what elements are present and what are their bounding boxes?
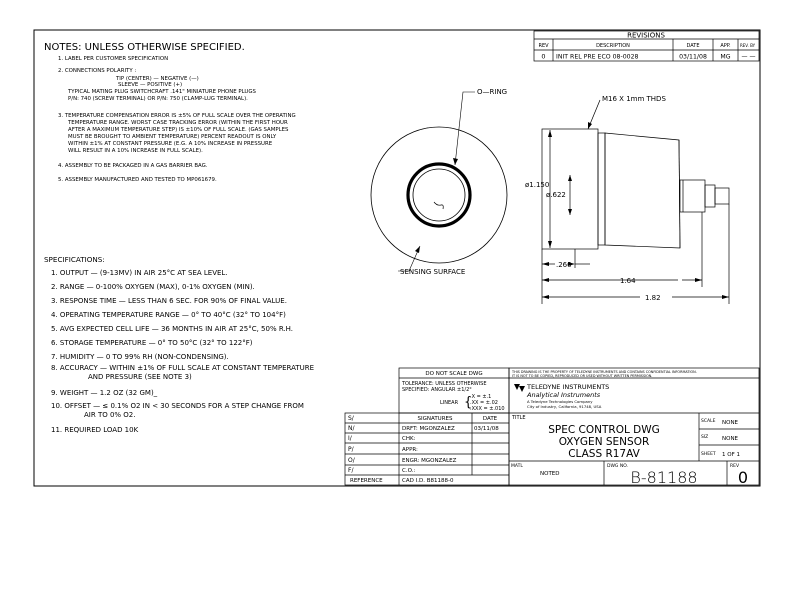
sheet-label: SHEET	[701, 452, 716, 457]
spec-line: 6. STORAGE TEMPERATURE — 0° TO 50°C (32° TO 122°F)	[51, 339, 253, 347]
title-label: TITLE	[512, 415, 526, 421]
scale-value: NONE	[722, 420, 739, 426]
ref-label-i: I/	[348, 435, 352, 442]
dimension-arrows	[542, 122, 729, 299]
drawing-title-2: OXYGEN SENSOR	[558, 436, 650, 448]
spec-line: 3. RESPONSE TIME — LESS THAN 6 SEC. FOR 90% OF FINAL VALUE.	[51, 297, 287, 305]
sensor-side-view	[542, 100, 729, 304]
rev-description: INIT REL PRE ECO 08-0028	[556, 53, 639, 61]
spec-line: AIR TO 0% O2.	[84, 411, 136, 419]
rev-block-value: 0	[737, 468, 749, 487]
drafter-date: 03/11/08	[474, 426, 499, 432]
o-ring-circle	[408, 164, 470, 226]
tolerance-line: TOLERANCE: UNLESS OTHERWISE	[402, 381, 487, 387]
note-line: 3. TEMPERATURE COMPENSATION ERROR IS ±5% OF FULL SCALE OVER THE OPERATING	[58, 113, 296, 119]
spec-line: 8. ACCURACY — WITHIN ±1% OF FULL SCALE AT CONSTANT TEMPERATURE	[51, 364, 315, 372]
company-division: Analytical Instruments	[527, 391, 601, 399]
spec-line: AND PRESSURE (SEE NOTE 3)	[88, 373, 192, 381]
checker: CHK:	[402, 436, 416, 442]
tolerance-xxx: .XXX = ±.010	[470, 406, 505, 412]
size-value: NONE	[722, 436, 739, 442]
tolerance-xx: .XX = ±.02	[470, 400, 498, 406]
property-notice: THIS DRAWING IS THE PROPERTY OF TELEDYNE INSTRUMENTS AND CONTAINS CONFIDENTIAL INFORMATION.	[512, 370, 697, 374]
ref-label-s: S/	[348, 415, 354, 422]
note-line: SLEEVE — POSITIVE (+)	[118, 82, 183, 88]
material-label: MATL	[511, 464, 523, 469]
notes-heading: NOTES: UNLESS OTHERWISE SPECIFIED.	[44, 42, 245, 53]
signatures-header: SIGNATURES	[417, 416, 453, 422]
note-line: AFTER A MAXIMUM TEMPERATURE STEP) IS ±10% OF FULL SCALE. (GAS SAMPLES	[68, 127, 289, 133]
ref-label-o: O/	[348, 457, 355, 464]
note-line: WILL RESULT IN A 10% INCREASE IN FULL SCALE).	[68, 148, 203, 154]
spec-line: 11. REQUIRED LOAD 10K	[51, 426, 139, 434]
dwg-no-label: DWG NO.	[607, 464, 628, 469]
dim-260-label: .260	[556, 261, 572, 269]
property-notice: IT IS NOT TO BE COPIED, REPRODUCED OR USED WITHOUT WRITTEN PERMISSION.	[512, 374, 653, 378]
material-value: NOTED	[540, 471, 560, 477]
spec-line: 2. RANGE — 0-100% OXYGEN (MAX), 0-1% OXYGEN (MIN).	[51, 283, 255, 291]
rev-header: REV	[538, 43, 549, 49]
app-header: APP.	[720, 43, 731, 49]
spec-line: 5. AVG EXPECTED CELL LIFE — 36 MONTHS IN AIR AT 25°C, 50% R.H.	[51, 325, 294, 333]
note-line: TIP (CENTER) — NEGATIVE (—)	[116, 76, 199, 82]
drafter: DRFT: MGONZALEZ	[402, 426, 455, 432]
o-ring-label: O—RING	[477, 88, 508, 96]
dim-164-label: 1.64	[620, 277, 636, 285]
sensing-surface-label: SENSING SURFACE	[400, 268, 466, 276]
sensing-surface-mark	[434, 202, 443, 209]
spec-line: 9. WEIGHT — 1.2 OZ (32 GM)_	[51, 389, 158, 397]
ref-label-n: N/	[348, 425, 355, 432]
spec-line: 4. OPERATING TEMPERATURE RANGE — 0° TO 40°C (32° TO 104°F)	[51, 311, 286, 319]
note-line: TEMPERATURE RANGE. WORST CASE TRACKING ERROR (WITHIN THE FIRST HOUR	[68, 120, 288, 126]
ref-label-p: P/	[348, 446, 354, 453]
dwg-number: B-81188	[630, 468, 698, 487]
specs-heading: SPECIFICATIONS:	[44, 255, 105, 264]
rev-by: — —	[741, 53, 756, 61]
reference-label: REFERENCE	[350, 478, 383, 484]
tolerance-brace: {	[464, 395, 473, 410]
note-line: 1. LABEL PER CUSTOMER SPECIFICATION	[58, 56, 169, 62]
spec-line: 7. HUMIDITY — 0 TO 99% RH (NON-CONDENSING).	[51, 353, 229, 361]
thread-label: M16 X 1mm THDS	[602, 95, 666, 103]
note-line: 4. ASSEMBLY TO BE PACKAGED IN A GAS BARRIER BAG.	[58, 163, 208, 169]
drawing-title-1: SPEC CONTROL DWG	[548, 424, 660, 436]
scale-label: SCALE	[701, 419, 716, 424]
teledyne-logo-icon	[514, 384, 525, 392]
notes-block	[44, 42, 296, 183]
rev-approver: MG	[720, 53, 731, 61]
do-not-scale-label: DO NOT SCALE DWG	[425, 371, 483, 377]
drawing-title-3: CLASS R17AV	[568, 448, 640, 460]
note-line: P/N: 740 (SCREW TERMINAL) OR P/N: 750 (CLAMP-LUG TERMINAL).	[68, 96, 248, 102]
company-sub: A Teledyne Technologies Company	[527, 399, 593, 404]
rev-block-label: REV	[730, 464, 740, 469]
size-label: SIZ	[701, 435, 709, 440]
spec-line: 10. OFFSET — ≤ 0.1% O2 IN < 30 SECONDS FOR A STEP CHANGE FROM	[51, 402, 304, 410]
cad-id: CAD I.D. B81188-0	[402, 478, 454, 484]
company-address: City of Industry, California, 91748, USA	[527, 404, 602, 409]
company-name: TELEDYNE INSTRUMENTS	[527, 383, 610, 391]
outer-diameter-label: ø1.150	[525, 181, 550, 189]
sensor-front-view	[371, 92, 507, 271]
specifications-block	[44, 255, 314, 434]
approver: APPR:	[402, 447, 418, 453]
dim-182-label: 1.82	[645, 294, 661, 302]
tolerance-x: .X = ±.1	[470, 394, 492, 400]
sensor-outer-circle	[371, 127, 507, 263]
note-line: WITHIN ±1% AT CONSTANT PRESSURE (E.G. A 10% INCREASE IN PRESSURE	[68, 141, 273, 147]
rev-value: 0	[541, 52, 546, 61]
rev-date: 03/11/08	[679, 53, 707, 61]
revisions-title: REVISIONS	[627, 31, 665, 40]
change-order: C.O.:	[402, 468, 416, 474]
date-col-header: DATE	[482, 416, 498, 422]
sensing-surface-circle	[413, 169, 465, 221]
ref-label-f: F/	[348, 467, 354, 474]
tolerance-line: SPECIFIED: ANGULAR ±1/2°	[402, 387, 472, 393]
note-line: TYPICAL MATING PLUG SWITCHCRAFT .141" MINIATURE PHONE PLUGS	[68, 89, 256, 95]
rev-by-header: REV. BY	[740, 43, 756, 48]
linear-label: LINEAR	[440, 400, 459, 406]
note-line: MUST BE BROUGHT TO AMBIENT TEMPERATURE) PERCENT READOUT IS ONLY	[68, 134, 277, 140]
sheet-value: 1 OF 1	[722, 452, 740, 458]
inner-diameter-label: ø.622	[546, 191, 566, 199]
spec-line: 1. OUTPUT — (9-13MV) IN AIR 25°C AT SEA LEVEL.	[51, 269, 228, 277]
date-header: DATE	[686, 43, 700, 49]
note-line: 2. CONNECTIONS POLARITY :	[58, 68, 137, 74]
description-header: DESCRIPTION	[596, 43, 630, 49]
note-line: 5. ASSEMBLY MANUFACTURED AND TESTED TO MP061679.	[58, 177, 217, 183]
engineer: ENGR: MGONZALEZ	[402, 458, 457, 464]
